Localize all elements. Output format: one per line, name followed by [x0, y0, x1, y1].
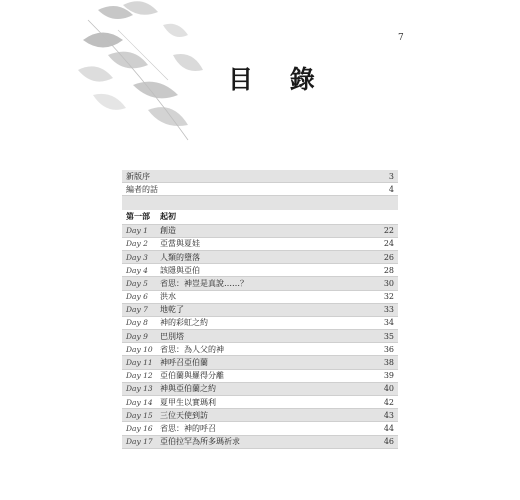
entry-page: 42 [383, 397, 394, 407]
entry-title: 三位天使到訪 [160, 410, 208, 420]
entry-page: 26 [383, 252, 394, 262]
toc-entry-row [122, 436, 398, 449]
entry-title: 亞當與夏娃 [160, 239, 200, 249]
section-spacer [122, 196, 398, 209]
entry-day: Day 9 [126, 331, 148, 341]
toc-entry-row [122, 304, 398, 317]
entry-title: 巴別塔 [160, 331, 184, 341]
toc-entry-row [122, 225, 398, 238]
toc-entry-row [122, 264, 398, 277]
entry-title: 省思：為人父的神 [160, 344, 224, 354]
front-matter-row [122, 183, 398, 196]
entry-list [122, 225, 398, 449]
part-title: 起初 [160, 211, 176, 222]
entry-day: Day 5 [126, 278, 148, 288]
entry-page: 30 [383, 278, 394, 288]
entry-day: Day 6 [126, 292, 148, 302]
entry-page: 40 [383, 384, 394, 394]
entry-page: 39 [383, 371, 394, 381]
front-matter-row [122, 170, 398, 183]
entry-title: 神呼召亞伯蘭 [160, 358, 208, 368]
entry-page: 46 [383, 437, 394, 447]
entry-day: Day 16 [126, 423, 153, 433]
entry-title: 該隱與亞伯 [160, 265, 200, 275]
toc-entry-row [122, 317, 398, 330]
page-number: 7 [398, 33, 404, 43]
toc-entry-row [122, 330, 398, 343]
entry-title: 創造 [160, 226, 176, 236]
entry-day: Day 13 [126, 384, 153, 394]
entry-day: Day 15 [126, 410, 153, 420]
entry-page: 35 [383, 331, 394, 341]
entry-day: Day 7 [126, 305, 148, 315]
entry-title: 洪水 [160, 292, 176, 302]
entry-page: 4 [388, 184, 394, 194]
page-title: 目 錄 [228, 65, 329, 94]
entry-title: 地乾了 [160, 305, 184, 315]
entry-page: 28 [383, 265, 394, 275]
entry-page: 33 [383, 305, 394, 315]
toc-entry-row [122, 383, 398, 396]
toc-entry-row [122, 277, 398, 290]
entry-page: 34 [383, 318, 394, 328]
entry-page: 43 [383, 410, 394, 420]
toc-entry-row [122, 291, 398, 304]
toc-entry-row [122, 409, 398, 422]
entry-day: Day 3 [126, 252, 148, 262]
part-label: 第一部 [126, 211, 150, 222]
entry-day: Day 10 [126, 344, 153, 354]
entry-day: Day 4 [126, 265, 148, 275]
entry-day: Day 2 [126, 239, 148, 249]
entry-page: 3 [388, 171, 394, 181]
entry-day: Day 1 [126, 226, 148, 236]
part-heading [122, 210, 398, 225]
entry-title: 編者的話 [126, 184, 158, 194]
toc-entry-row [122, 422, 398, 435]
entry-day: Day 17 [126, 437, 153, 447]
entry-title: 神與亞伯蘭之約 [160, 384, 216, 394]
entry-title: 夏甲生以實瑪利 [160, 397, 216, 407]
leaf-illustration [78, 0, 208, 150]
entry-page: 32 [383, 292, 394, 302]
entry-title: 神的彩虹之約 [160, 318, 208, 328]
toc-entry-row [122, 343, 398, 356]
entry-title: 新版序 [126, 171, 150, 181]
toc-entry-row [122, 356, 398, 369]
entry-day: Day 8 [126, 318, 148, 328]
entry-title: 亞伯蘭與羅得分離 [160, 371, 224, 381]
entry-page: 44 [383, 423, 394, 433]
entry-page: 24 [383, 239, 394, 249]
entry-day: Day 14 [126, 397, 153, 407]
toc-entry-row [122, 370, 398, 383]
toc-entry-row [122, 251, 398, 264]
entry-title: 省思：神豈是真說……？ [160, 278, 248, 288]
entry-day: Day 12 [126, 371, 153, 381]
toc-entry-row [122, 238, 398, 251]
entry-page: 22 [383, 226, 394, 236]
entry-title: 亞伯拉罕為所多瑪祈求 [160, 437, 240, 447]
entry-title: 省思：神的呼召 [160, 423, 216, 433]
entry-page: 36 [383, 344, 394, 354]
table-of-contents [122, 170, 398, 449]
toc-entry-row [122, 396, 398, 409]
entry-page: 38 [383, 358, 394, 368]
entry-day: Day 11 [126, 358, 153, 368]
entry-title: 人類的墮落 [160, 252, 200, 262]
